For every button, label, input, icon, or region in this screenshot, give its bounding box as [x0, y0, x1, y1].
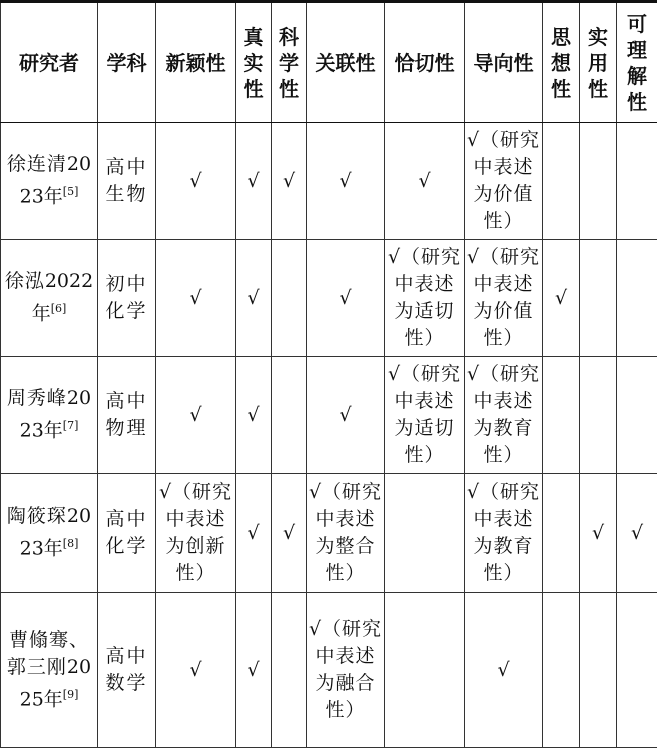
- check-note-cell: √（研究中表述为整合性）: [307, 474, 385, 593]
- researcher-cell: [1, 123, 98, 240]
- check-mark: √: [156, 240, 236, 357]
- subject-cell: 高中物理: [98, 357, 156, 474]
- publication-year: 2023年: [19, 387, 92, 442]
- check-mark: √: [156, 123, 236, 240]
- empty-cell: [617, 123, 657, 240]
- check-mark: √: [307, 240, 385, 357]
- check-mark: √: [236, 240, 272, 357]
- researcher-cell: [1, 240, 98, 357]
- researcher-cell: [1, 357, 98, 474]
- subject-cell: 初中化学: [98, 240, 156, 357]
- check-mark: √: [307, 357, 385, 474]
- researcher-name: 曹翛骞、郭三刚: [6, 628, 89, 678]
- check-mark: √: [236, 123, 272, 240]
- table-row: [1, 357, 657, 474]
- header-authenticity: 真实性: [236, 2, 272, 123]
- check-note-cell: √（研究中表述为价值性）: [465, 240, 543, 357]
- check-note-cell: √（研究中表述为适切性）: [385, 357, 465, 474]
- empty-cell: [580, 123, 617, 240]
- header-subject: 学科: [98, 2, 156, 123]
- empty-cell: [385, 593, 465, 748]
- empty-cell: [580, 593, 617, 748]
- check-mark: √: [580, 474, 617, 593]
- reference-marker: [6]: [50, 302, 67, 316]
- header-novelty: 新颖性: [156, 2, 236, 123]
- check-note-cell: √（研究中表述为教育性）: [465, 474, 543, 593]
- researcher-name: 徐泓: [4, 270, 45, 293]
- publication-year: 2022年: [31, 270, 94, 325]
- check-mark: √: [236, 357, 272, 474]
- reference-marker: [8]: [62, 537, 79, 551]
- researcher-name: 陶筱琛: [6, 505, 67, 528]
- check-mark: √: [272, 474, 307, 593]
- empty-cell: [580, 240, 617, 357]
- check-mark: √: [236, 474, 272, 593]
- check-mark: √: [465, 593, 543, 748]
- header-row: [1, 2, 657, 123]
- check-mark: √: [543, 240, 580, 357]
- check-note-cell: √（研究中表述为创新性）: [156, 474, 236, 593]
- subject-cell: 高中数学: [98, 593, 156, 748]
- empty-cell: [543, 123, 580, 240]
- header-practicality: 实用性: [580, 2, 617, 123]
- header-thought: 思想性: [543, 2, 580, 123]
- publication-year: 2023年: [19, 153, 92, 208]
- empty-cell: [272, 240, 307, 357]
- header-orientation: 导向性: [465, 2, 543, 123]
- check-mark: √: [156, 357, 236, 474]
- empty-cell: [617, 357, 657, 474]
- researcher-cell: [1, 474, 98, 593]
- table-row: [1, 123, 657, 240]
- table-row: [1, 474, 657, 593]
- check-mark: √: [307, 123, 385, 240]
- check-mark: √: [617, 474, 657, 593]
- empty-cell: [543, 474, 580, 593]
- table-row: [1, 593, 657, 748]
- header-relevance: 关联性: [307, 2, 385, 123]
- publication-year: 2025年: [19, 655, 92, 711]
- reference-marker: [5]: [62, 185, 79, 199]
- empty-cell: [543, 357, 580, 474]
- publication-year: 2023年: [19, 505, 92, 560]
- check-note-cell: √（研究中表述为价值性）: [465, 123, 543, 240]
- table-row: [1, 240, 657, 357]
- empty-cell: [272, 593, 307, 748]
- researcher-cell: [1, 593, 98, 748]
- empty-cell: [617, 240, 657, 357]
- check-mark: √: [236, 593, 272, 748]
- subject-cell: 高中化学: [98, 474, 156, 593]
- empty-cell: [543, 593, 580, 748]
- check-mark: √: [272, 123, 307, 240]
- subject-cell: 高中生物: [98, 123, 156, 240]
- header-scientificity: 科学性: [272, 2, 307, 123]
- header-comprehensibility: 可理解性: [617, 2, 657, 123]
- check-mark: √: [385, 123, 465, 240]
- empty-cell: [385, 474, 465, 593]
- check-note-cell: √（研究中表述为融合性）: [307, 593, 385, 748]
- reference-marker: [7]: [62, 419, 79, 433]
- check-note-cell: √（研究中表述为教育性）: [465, 357, 543, 474]
- empty-cell: [617, 593, 657, 748]
- empty-cell: [272, 357, 307, 474]
- researcher-name: 徐连清: [6, 153, 67, 176]
- check-note-cell: √（研究中表述为适切性）: [385, 240, 465, 357]
- check-mark: √: [156, 593, 236, 748]
- researcher-name: 周秀峰: [6, 387, 67, 410]
- header-researcher: 研究者: [1, 2, 98, 123]
- header-appropriateness: 恰切性: [385, 2, 465, 123]
- reference-marker: [9]: [62, 687, 79, 701]
- empty-cell: [580, 357, 617, 474]
